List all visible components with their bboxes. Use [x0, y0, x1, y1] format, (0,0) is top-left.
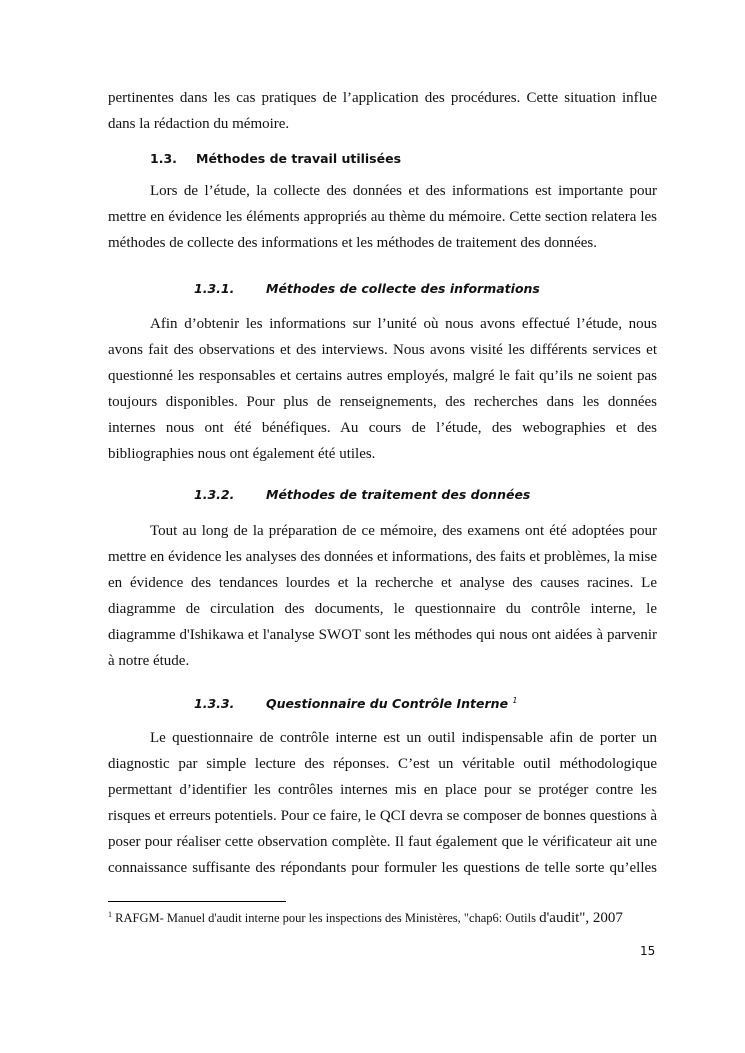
footnote-ref[interactable]: 1 [512, 696, 518, 705]
text-line: toujours disponibles. Pour plus de renseignements, des recherches dans les données [108, 394, 657, 410]
text-line: mettre en évidence les analyses des données et informations, des faits et problèmes, la mise [108, 549, 657, 565]
paragraph-4 [108, 725, 657, 881]
text-line: avons fait des observations et des interviews. Nous avons visité les différents services et [108, 342, 657, 358]
text-line: Le questionnaire de contrôle interne est un outil indispensable afin de porter un [150, 730, 657, 746]
paragraph-intro [108, 85, 657, 137]
heading-number: 1.3. [150, 151, 177, 166]
text-line: Tout au long de la préparation de ce mémoire, des examens ont été adoptées pour [150, 523, 657, 539]
page-number: 15 [640, 944, 656, 958]
text-line: en évidence des tendances lourdes et la recherche et analyse des causes racines. Le [108, 575, 657, 591]
text-line: bibliographies nous ont également été utiles. [108, 446, 376, 462]
text-line: diagramme d'Ishikawa et l'analyse SWOT sont les méthodes qui nous ont aidées à parvenir [108, 627, 657, 643]
heading-title: Méthodes de traitement des données [266, 487, 531, 502]
text-line: Afin d’obtenir les informations sur l’unité où nous avons effectué l’étude, nous [150, 316, 657, 332]
text-line: connaissance suffisante des répondants pour formuler les questions de telle sorte qu’elles [108, 860, 657, 876]
heading-number: 1.3.3. [194, 696, 235, 711]
text-line: dans la rédaction du mémoire. [108, 116, 290, 132]
text-line: méthodes de collecte des informations et les méthodes de traitement des données. [108, 235, 598, 251]
text-line: questionné les responsables et certains autres employés, malgré le fait qu’ils ne soient pas [108, 368, 657, 384]
text-line: internes nous ont été bénéfiques. Au cours de l’étude, des webographies et des [108, 420, 657, 436]
text-line: diagramme de circulation des documents, le questionnaire du contrôle interne, le [108, 601, 657, 617]
paragraph-1 [108, 178, 657, 256]
heading-title: Méthodes de travail utilisées [196, 151, 402, 166]
text-line: risques et erreurs potentiels. Pour ce faire, le QCI devra se composer de bonnes questions à [108, 808, 657, 824]
text-line: mettre en évidence les éléments appropriés au thème du mémoire. Cette section relatera les [108, 209, 657, 225]
heading-title-wrap [266, 696, 518, 711]
footnote-text-end: d'audit", 2007 [539, 910, 623, 927]
footnote-number: 1 [108, 910, 112, 919]
heading-number: 1.3.2. [194, 487, 235, 502]
text-line: Lors de l’étude, la collecte des données et des informations est importante pour [150, 183, 657, 199]
text-line: pertinentes dans les cas pratiques de l’application des procédures. Cette situation influe [108, 90, 657, 106]
text-line: à notre étude. [108, 653, 190, 669]
footnote [108, 910, 623, 927]
text-line: diagnostic par simple lecture des réponses. C’est un véritable outil méthodologique [108, 756, 657, 772]
footnote-separator [108, 901, 286, 902]
heading-title: Méthodes de collecte des informations [266, 281, 540, 296]
footnote-text: RAFGM- Manuel d'audit interne pour les inspections des Ministères, "chap6: Outils [115, 911, 540, 926]
text-line: poser pour réaliser cette observation complète. Il faut également que le vérificateur ait une [108, 834, 657, 850]
paragraph-2 [108, 311, 657, 467]
paragraph-3 [108, 518, 657, 674]
heading-title: Questionnaire du Contrôle Interne [266, 696, 509, 712]
text-line: permettant d’identifier les contrôles internes mis en place pour se protéger contre les [108, 782, 657, 798]
heading-number: 1.3.1. [194, 281, 235, 296]
